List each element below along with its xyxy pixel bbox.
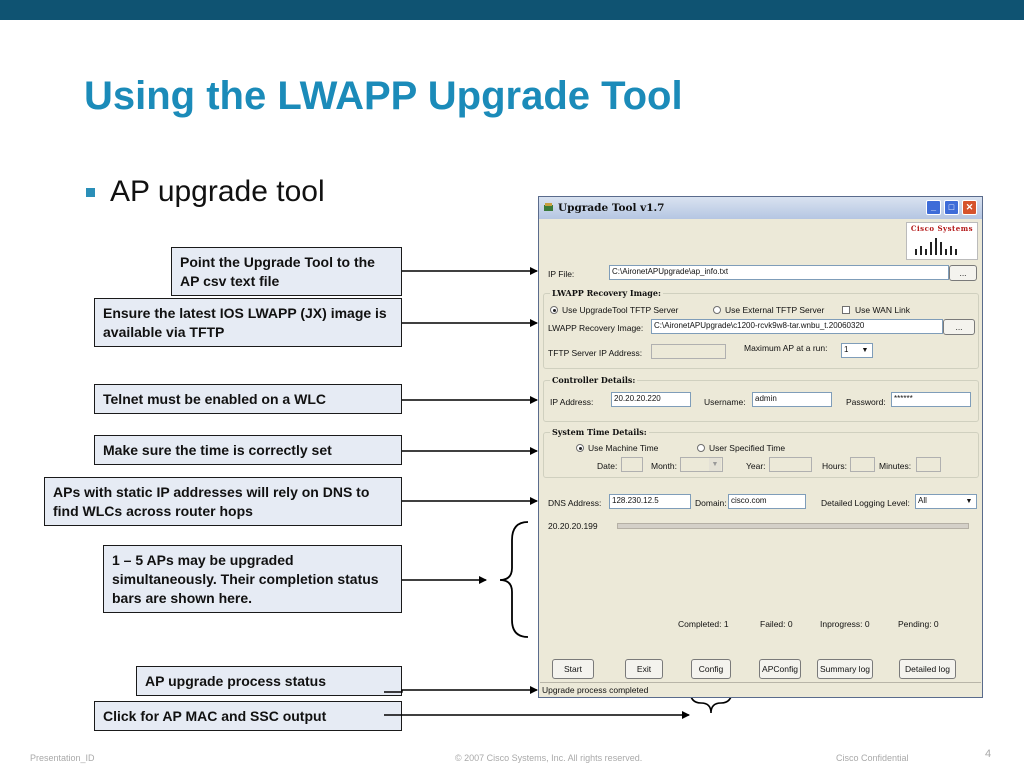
ap-ip-label: 20.20.20.199 (548, 521, 598, 531)
date-input[interactable] (621, 457, 643, 472)
footer-presentation-id: Presentation_ID (30, 753, 95, 763)
password-label: Password: (846, 397, 886, 407)
use-upgradetool-tftp-label: Use UpgradeTool TFTP Server (562, 305, 679, 315)
slide-title: Using the LWAPP Upgrade Tool (84, 74, 683, 118)
hours-input[interactable] (850, 457, 875, 472)
arrow-process-status (384, 690, 537, 692)
recovery-image-input[interactable]: C:\AironetAPUpgrade\c1200-rcvk9w8-tar.wnbu_t.20060320 (651, 319, 943, 334)
domain-label: Domain: (695, 498, 727, 508)
username-label: Username: (704, 397, 746, 407)
config-button[interactable]: Config (691, 659, 731, 679)
footer-confidential: Cisco Confidential (836, 753, 909, 763)
user-specified-time-radio[interactable] (697, 444, 705, 452)
use-machine-time-radio[interactable] (576, 444, 584, 452)
dns-address-input[interactable]: 128.230.12.5 (609, 494, 691, 509)
recovery-image-label: LWAPP Recovery Image: (548, 323, 644, 333)
logging-level-label: Detailed Logging Level: (821, 498, 910, 508)
logging-level-value: All (918, 496, 927, 505)
user-specified-time-label: User Specified Time (709, 443, 786, 453)
max-ap-select[interactable] (841, 343, 873, 358)
cisco-logo-text: Cisco Systems (910, 224, 974, 233)
use-upgradetool-tftp-radio[interactable] (550, 306, 558, 314)
window-title: Upgrade Tool v1.7 (558, 202, 665, 214)
tftp-server-ip-input[interactable] (651, 344, 726, 359)
ip-file-label: IP File: (548, 269, 575, 279)
use-machine-time-label: Use Machine Time (588, 443, 659, 453)
domain-input[interactable]: cisco.com (728, 494, 806, 509)
year-label: Year: (746, 461, 766, 471)
callout-status-bars: 1 – 5 APs may be upgraded simultaneously. Their completion status bars are shown here. (103, 545, 402, 613)
bullet-text: AP upgrade tool (110, 175, 325, 208)
controller-group-title: Controller Details: (552, 375, 636, 385)
brace-status-bars (500, 522, 528, 637)
chevron-down-icon[interactable]: ▼ (859, 344, 871, 357)
password-input[interactable]: ****** (891, 392, 971, 407)
maximize-button[interactable]: □ (944, 200, 959, 215)
max-ap-label: Maximum AP at a run: (744, 343, 828, 353)
tftp-server-ip-label: TFTP Server IP Address: (548, 348, 643, 358)
apconfig-button[interactable]: APConfig (759, 659, 801, 679)
callout-telnet: Telnet must be enabled on a WLC (94, 384, 402, 414)
app-icon (543, 202, 554, 213)
pending-count: Pending: 0 (898, 619, 939, 629)
detailed-log-button[interactable]: Detailed log (899, 659, 956, 679)
window-title-bar[interactable] (539, 197, 982, 219)
use-external-tftp-label: Use External TFTP Server (725, 305, 825, 315)
minutes-label: Minutes: (879, 461, 912, 471)
page-number: 4 (985, 748, 992, 760)
close-button[interactable]: ✕ (962, 200, 977, 215)
status-text: Upgrade process completed (542, 685, 649, 695)
username-input[interactable]: admin (752, 392, 832, 407)
system-time-group (543, 427, 979, 478)
inprogress-count: Inprogress: 0 (820, 619, 870, 629)
ap-progress-bar (617, 523, 969, 529)
upgrade-tool-window (538, 196, 983, 698)
month-select[interactable] (680, 457, 723, 472)
use-external-tftp-radio[interactable] (713, 306, 721, 314)
completed-count: Completed: 1 (678, 619, 729, 629)
bullet-marker (86, 188, 95, 197)
date-label: Date: (597, 461, 618, 471)
use-wan-link-label: Use WAN Link (855, 305, 910, 315)
time-group-title: System Time Details: (552, 427, 647, 437)
top-banner (0, 0, 1024, 20)
callout-process-status: AP upgrade process status (136, 666, 402, 696)
failed-count: Failed: 0 (760, 619, 793, 629)
cisco-bars-icon (913, 236, 973, 256)
summary-log-button[interactable]: Summary log (817, 659, 873, 679)
dns-address-label: DNS Address: (548, 498, 602, 508)
use-wan-link-checkbox[interactable] (842, 306, 850, 314)
minutes-input[interactable] (916, 457, 941, 472)
start-button[interactable]: Start (552, 659, 594, 679)
month-label: Month: (651, 461, 677, 471)
callout-time: Make sure the time is correctly set (94, 435, 402, 465)
ip-file-input[interactable]: C:\AironetAPUpgrade\ap_info.txt (609, 265, 949, 280)
chevron-down-icon[interactable]: ▼ (963, 495, 975, 508)
footer-copyright: © 2007 Cisco Systems, Inc. All rights reserved. (455, 753, 643, 763)
callout-dns: APs with static IP addresses will rely on DNS to find WLCs across router hops (44, 477, 402, 526)
logging-level-select[interactable] (915, 494, 977, 509)
callout-ios-image-tftp: Ensure the latest IOS LWAPP (JX) image is available via TFTP (94, 298, 402, 347)
ip-file-browse-button[interactable]: ... (949, 265, 977, 281)
callout-ap-csv-file: Point the Upgrade Tool to the AP csv text file (171, 247, 402, 296)
chevron-down-icon[interactable]: ▼ (709, 458, 721, 471)
recovery-image-browse-button[interactable]: ... (943, 319, 975, 335)
minimize-button[interactable]: _ (926, 200, 941, 215)
controller-ip-input[interactable]: 20.20.20.220 (611, 392, 691, 407)
callout-mac-ssc: Click for AP MAC and SSC output (94, 701, 402, 731)
exit-button[interactable]: Exit (625, 659, 663, 679)
status-bar (540, 682, 981, 698)
hours-label: Hours: (822, 461, 848, 471)
controller-ip-label: IP Address: (550, 397, 594, 407)
max-ap-value: 1 (844, 345, 849, 354)
year-input[interactable] (769, 457, 812, 472)
cisco-logo (906, 222, 978, 260)
recovery-group-title: LWAPP Recovery Image: (552, 288, 661, 298)
